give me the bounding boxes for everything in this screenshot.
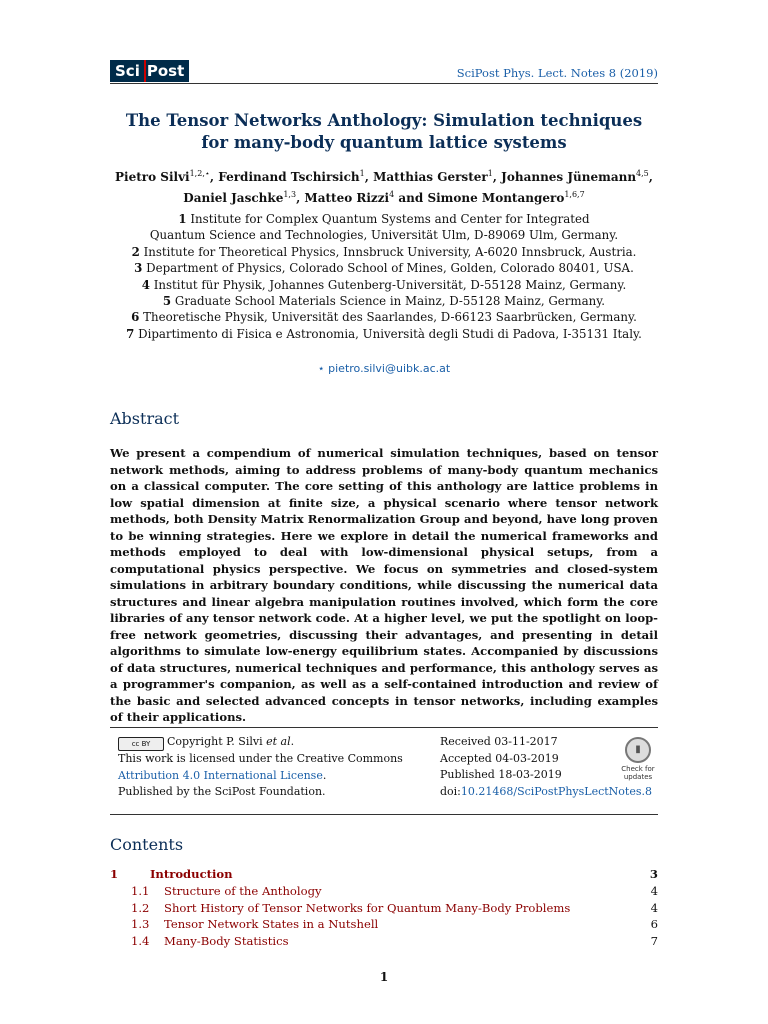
toc-number: 1.2 [131,900,150,915]
license-link-suffix: . [322,768,327,782]
author-affil: 4 [389,190,395,199]
license-block [118,734,418,801]
license-link-line [118,768,418,785]
affiliation-text: Institute for Theoretical Physics, Innsbruck University, A-6020 Innsbruck, Austria. [143,244,637,259]
doi-link[interactable]: 10.21468/SciPostPhysLectNotes.8 [460,784,652,798]
check-updates-line2: updates [623,773,653,781]
affiliation-number: 3 [134,261,143,276]
table-of-contents [110,866,658,950]
affiliation-text: Quantum Science and Technologies, Universität Ulm, D-89069 Ulm, Germany. [149,228,619,243]
toc-label: Many-Body Statistics [164,934,289,949]
license-top-rule [110,727,658,728]
author-separator: , [492,170,502,184]
affiliation-text: Dipartimento di Fisica e Astronomia, Università degli Studi di Padova, I-35131 Italy. [138,326,642,341]
toc-entry[interactable] [110,916,658,933]
author-name: Matteo Rizzi [304,191,390,205]
page-number: 1 [379,970,389,984]
check-updates-line1: Check for [621,765,655,773]
license-link[interactable]: Attribution 4.0 International License [118,768,323,782]
author-name: Daniel Jaschke [183,191,284,205]
author-affil: 4,5 [636,169,649,178]
affiliation-list [110,211,658,342]
doi-line [440,784,652,801]
author-affil: 1,3 [283,190,297,199]
author-name: Simone Montangero [427,191,565,205]
title-line-1: The Tensor Networks Anthology: Simulation techniques [125,111,643,130]
author-affil: 1,6,7 [564,190,585,199]
author-affil: 1 [487,169,493,178]
paper-title [110,110,658,154]
cc-by-badge-icon[interactable]: cc BY [118,737,164,751]
affiliation-number: 1 [178,212,187,226]
author-name: Ferdinand Tschirsich [218,170,360,184]
affiliation [110,244,658,260]
author-line-2 [110,186,658,207]
publisher-line: Published by the SciPost Foundation. [118,785,326,798]
scipost-logo[interactable] [110,60,189,82]
toc-label: Structure of the Anthology [164,883,322,898]
affiliation-text: Theoretische Physik, Universität des Saarlandes, D-66123 Saarbrücken, Germany. [143,310,637,325]
received-date: Received 03-11-2017 [440,735,558,748]
affiliation [110,211,658,227]
header-rule [110,83,658,84]
toc-page: 6 [650,917,658,932]
toc-entry[interactable] [110,900,658,917]
affiliation-text: Institut für Physik, Johannes Gutenberg-Universität, D-55128 Mainz, Germany. [153,277,627,292]
toc-number: 1.1 [131,883,150,898]
author-name: Matthias Gerster [373,170,488,184]
affiliation-number: 4 [141,277,150,292]
toc-entry[interactable] [110,883,658,900]
corresponding-email-link[interactable]: ⋆ pietro.silvi@uibk.ac.at [317,362,451,375]
author-separator: , [648,170,653,184]
author-separator: and [394,191,428,205]
author-affil: 1 [359,169,365,178]
toc-number: 1.3 [131,917,150,932]
affiliation-text: Department of Physics, Colorado School of Mines, Golden, Colorado 80401, USA. [146,261,634,276]
toc-page: 4 [650,900,658,915]
accepted-date: Accepted 04-03-2019 [440,751,559,765]
title-line-2: for many-body quantum lattice systems [201,133,567,152]
published-date: Published 18-03-2019 [440,768,562,781]
affiliation [110,326,658,342]
doi-prefix: doi: [440,784,461,798]
abstract-heading: Abstract [110,409,180,428]
abstract-text: We present a compendium of numerical simulation techniques, based on tensor network methods, aiming to address problems of many-body quantum mechanics on a classical computer. The core setting of this anthology are lattice problems in low spatial dimension at finite size, a physical scenario where tensor network methods, both Density Matrix Renormalization Group and beyond, have long proven to be winning strategies. Here we explore in detail the numerical frameworks and methods employed to deal with low-dimensional physical setups, from a computational physics perspective. We focus on symmetries and closed-system simulations in arbitrary boundary conditions, while discussing the numerical data structures and linear algebra manipulation routines involved, which form the core libraries of any tensor network code. At a higher level, we put the spotlight on loop-free network geometries, discussing their advantages, and presenting in detail algorithms to simulate low-energy equilibrium states. Accompanied by discussions of data structures, numerical techniques and performance, this anthology serves as a programmer's companion, as well as a self-contained introduction and review of the basic and selected advanced concepts in tensor networks, including examples of their applications. [110,446,658,724]
author-separator: , [364,170,374,184]
contents-heading: Contents [110,835,184,854]
author-line-1 [110,165,658,186]
toc-page: 7 [650,934,658,949]
affiliation [110,293,658,309]
affiliation-text: Graduate School Materials Science in Mainz, D-55128 Mainz, Germany. [174,294,606,309]
license-line: This work is licensed under the Creative Commons [118,752,403,765]
logo-sci: Sci [110,60,144,82]
affiliation-text: Institute for Complex Quantum Systems and Center for Integrated [190,212,590,226]
journal-reference[interactable]: SciPost Phys. Lect. Notes 8 (2019) [456,66,658,80]
toc-entry[interactable] [110,866,658,883]
author-separator: , [209,170,219,184]
copyright-prefix: Copyright P. Silvi [167,735,267,748]
affiliation [110,260,658,276]
affiliation [110,227,658,243]
author-name: Johannes Jünemann [501,170,637,184]
toc-number: 1 [110,867,119,881]
affiliation [110,309,658,325]
author-affil: 1,2,⋆ [189,169,210,178]
copyright-etal: et al [266,735,291,748]
bookmark-icon: ▮ [625,737,651,763]
copyright-line [118,734,418,751]
copyright-suffix: . [290,735,295,748]
check-for-updates-button[interactable] [620,737,656,781]
toc-label: Short History of Tensor Networks for Quantum Many-Body Problems [164,900,571,915]
affiliation-number: 7 [126,326,135,341]
toc-page: 3 [649,867,658,881]
affiliation-number: 2 [131,244,140,259]
toc-entry[interactable] [110,933,658,950]
toc-label: Tensor Network States in a Nutshell [164,917,379,932]
affiliation-number: 6 [131,310,140,325]
license-bottom-rule [110,814,658,815]
author-separator: , [296,191,305,205]
author-list [110,165,658,207]
toc-number: 1.4 [131,934,150,949]
affiliation [110,277,658,293]
toc-page: 4 [650,883,658,898]
toc-label: Introduction [150,867,233,881]
affiliation-number: 5 [162,294,172,309]
author-name: Pietro Silvi [115,170,190,184]
logo-post: Post [144,60,189,82]
